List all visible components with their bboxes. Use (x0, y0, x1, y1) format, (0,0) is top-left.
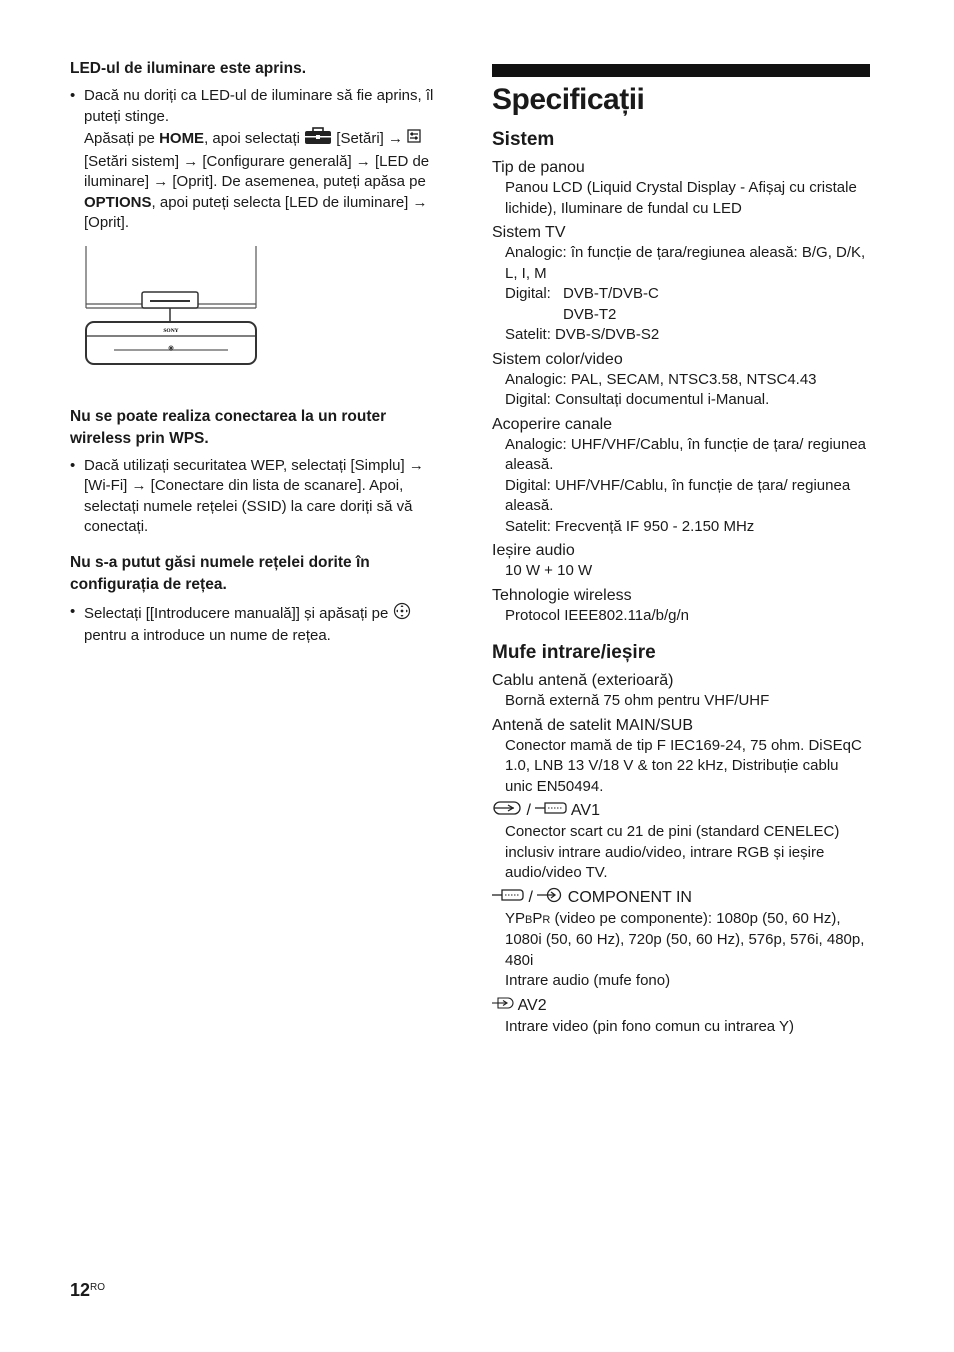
component-video-icon (492, 887, 524, 909)
satelit-value: Conector mamă de tip F IEC169-24, 75 ohm. DiSEqC 1.0, LNB 13 V/18 V & ton 22 kHz, Distribuție cablu unic EN50494. (505, 736, 862, 795)
tip-panou-term: Tip de panou (492, 159, 585, 176)
page-number: $12^{RO}$ (70, 1280, 106, 1300)
wps-heading: Nu se poate realiza conectarea la un router wireless prin WPS. (70, 407, 387, 447)
audio-term: Ieșire audio (492, 542, 575, 559)
input-output-icon (492, 800, 522, 822)
component-value: YPBPR (video pe componente): 1080p (50, 60 Hz), 1080i (50, 60 Hz), 720p (50, 60 Hz), 576p, 576i, 480p, 480i Intrare audio (mufe fono) (505, 909, 865, 989)
network-heading: Nu s-a putut găsi numele rețelei dorite în configurația de rețea. (70, 553, 370, 593)
color-term: Sistem color/video (492, 350, 623, 368)
page-title: Specificații (492, 83, 645, 116)
mufe-heading: Mufe intrare/ieșire (492, 642, 656, 663)
wireless-term: Tehnologie wireless (492, 586, 632, 604)
scart-output-icon (535, 800, 567, 822)
left-column (70, 58, 448, 651)
sistem-heading: Sistem (492, 129, 555, 150)
sistem-tv-value: Analogic: în funcție de țara/regiunea aleasă: B/G, D/K, L, I, M Digital: DVB-T/DVB-C DVB-T2 Satelit: DVB-S/DVB-S2 (505, 244, 866, 343)
audio-value: 10 W + 10 W (505, 562, 593, 579)
tv-illustration (84, 246, 448, 376)
av2-term: AV2 (492, 995, 870, 1017)
toolbox-icon (304, 127, 332, 152)
av1-value: Conector scart cu 21 de pini (standard CENELEC) inclusiv intrare audio/video, intrare RGB și ieșire audio/video TV. (505, 823, 840, 881)
acoperire-term: Acoperire canale (492, 415, 613, 433)
tip-panou-value: Panou LCD (Liquid Crystal Display - Afișaj cu cristale lichide), Iluminare de fundal cu LED (505, 179, 857, 217)
enter-button-icon (393, 602, 411, 627)
network-bullet: • Selectați [[Introducere manuală]] și apăsați pe pentru a introduce un nume de rețea. (70, 602, 448, 647)
acoperire-value: Analogic: UHF/VHF/Cablu, în funcție de țara/ regiunea aleasă. Digital: UHF/VHF/Cablu, în funcție de țara/ regiunea aleasă. Satelit: Frecvență IF 950 - 2.150 MHz (505, 435, 867, 535)
antena-term: Cablu antenă (exterioară) (492, 672, 674, 689)
right-column (492, 64, 870, 1037)
wps-bullet: • Dacă utilizați securitatea WEP, selectați [Simplu] → [Wi-Fi] → [Conectare din lista de scanare]. Apoi, selectați numele rețelei (SSID) la care doriți să vă conectați. (70, 456, 448, 538)
satelit-term: Antenă de satelit MAIN/SUB (492, 716, 693, 734)
antena-value: Bornă externă 75 ohm pentru VHF/UHF (505, 692, 770, 709)
wireless-value: Protocol IEEE802.11a/b/g/n (505, 606, 690, 624)
audio-input-icon (537, 887, 563, 909)
component-term: / COMPONENT IN (492, 887, 870, 909)
title-bar (492, 64, 870, 77)
color-value: Analogic: PAL, SECAM, NTSC3.58, NTSC4.43 Digital: Consultați documentul i-Manual. (505, 370, 817, 408)
sistem-tv-term: Sistem TV (492, 224, 566, 241)
video-input-icon (492, 995, 514, 1017)
av1-term: / AV1 (492, 800, 870, 822)
sony-logo: SONY (163, 327, 179, 334)
led-bullet: • Dacă nu doriți ca LED-ul de iluminare să fie aprins, îl puteți stinge. Apăsați pe HOME, apoi selectați [Setări] → [Setări sistem] → [Configurare generală] → [LED de iluminare] → [Oprit]. De asemenea, puteți apăsa pe OPTIONS, apoi puteți selecta [LED de iluminare] → [Oprit]. (70, 86, 448, 234)
system-settings-icon (407, 129, 421, 150)
led-heading: LED-ul de iluminare este aprins. (70, 60, 307, 77)
av2-value: Intrare video (pin fono comun cu intrarea Y) (505, 1017, 795, 1035)
